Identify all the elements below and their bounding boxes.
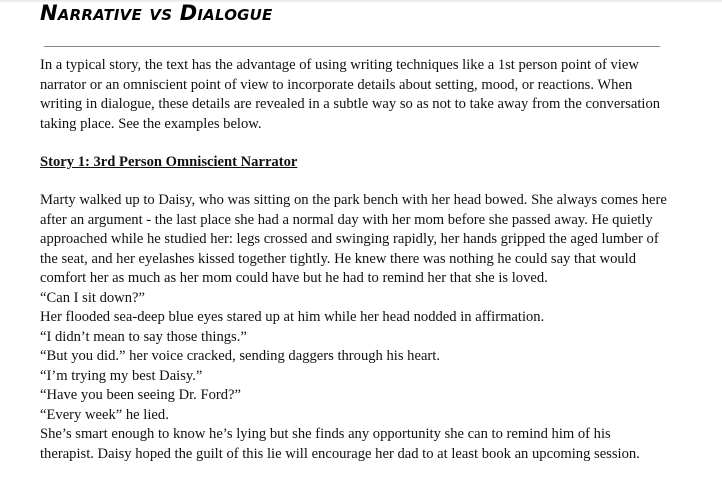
story-paragraph: Marty walked up to Daisy, who was sitting on the park bench with her head bowed. She always comes here after an argument - the last place she had a normal day with her mom before she passed away. He quietly approached while he studied her: legs crossed and swinging rapidly, her hands gripped the aged lumber of the seat, and her eyelashes kissed together tightly. He knew there was nothing he could say that would comfort her as much as her mom could have but he had to remind her that she is loved. xyxy=(40,192,667,286)
dialogue-line: “Every week” he lied. xyxy=(40,406,169,423)
story-paragraph: She’s smart enough to know he’s lying but she finds any opportunity she can to remind him of his therapist. Daisy hoped the guilt of this lie will encourage her dad to at least book an upcoming session. xyxy=(40,426,640,462)
page-title: Narrative vs Dialogue xyxy=(40,1,273,25)
story-1-heading: Story 1: 3rd Person Omniscient Narrator xyxy=(40,154,298,170)
dialogue-line: “Have you been seeing Dr. Ford?” xyxy=(40,387,241,403)
dialogue-line: “I didn’t mean to say those things.” xyxy=(40,328,247,345)
dialogue-line: “Can I sit down?” xyxy=(40,289,145,306)
horizontal-divider xyxy=(44,46,660,47)
dialogue-line: “I’m trying my best Daisy.” xyxy=(40,367,203,384)
story-paragraph: Her flooded sea-deep blue eyes stared up at him while her head nodded in affirmation. xyxy=(40,309,545,325)
intro-paragraph: In a typical story, the text has the advantage of using writing techniques like a 1st person point of view narrator or an omniscient point of view to incorporate details about setting, mood, or reactions. When writing in dialogue, these details are revealed in a subtle way so as not to take away from the conversation taking place. See the examples below. xyxy=(40,57,661,132)
dialogue-line: “But you did.” her voice cracked, sending daggers through his heart. xyxy=(40,348,440,364)
story-1-body xyxy=(40,191,668,464)
